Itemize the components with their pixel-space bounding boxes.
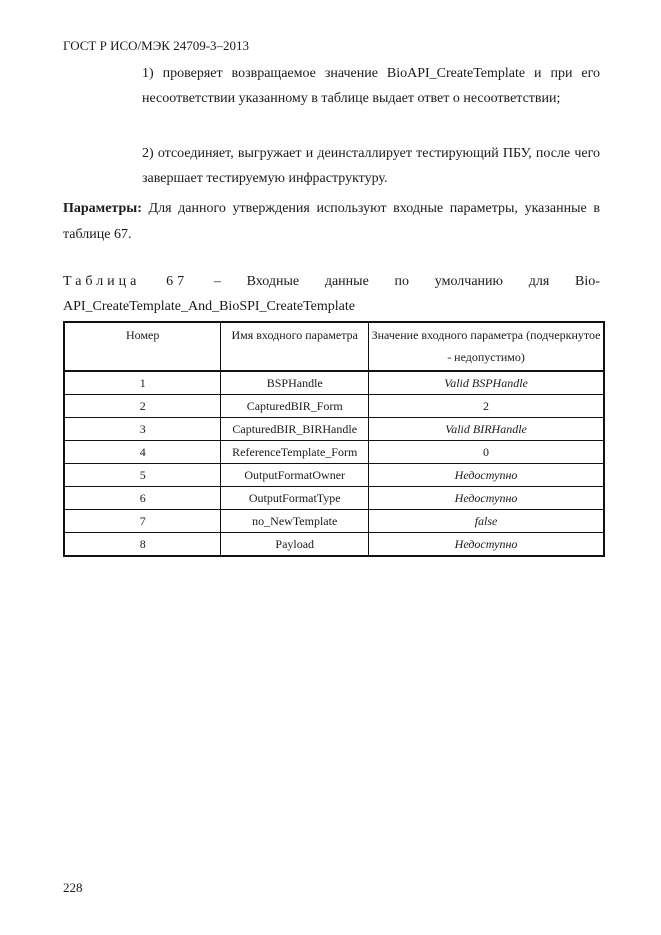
caption-word: данные xyxy=(324,274,369,289)
table-row xyxy=(64,510,604,533)
cell-number: 6 xyxy=(64,487,221,510)
caption-word: Входные xyxy=(246,274,300,289)
cell-number: 5 xyxy=(64,464,221,487)
header-number: Номер xyxy=(64,322,221,371)
table-row xyxy=(64,395,604,418)
caption-word: Bio- xyxy=(575,274,600,289)
table-row xyxy=(64,418,604,441)
cell-name: CapturedBIR_Form xyxy=(221,395,369,418)
cell-number: 7 xyxy=(64,510,221,533)
document-header: ГОСТ Р ИСО/МЭК 24709-3–2013 xyxy=(63,38,250,53)
parameters-text: Для данного утверждения используют входные параметры, указанные в таблице 67. xyxy=(63,201,601,242)
table-row xyxy=(64,487,604,510)
parameters-paragraph xyxy=(63,196,600,248)
table-row xyxy=(64,441,604,464)
cell-number: 1 xyxy=(64,371,221,395)
caption-word: по xyxy=(394,274,410,289)
cell-value: Valid BIRHandle xyxy=(369,418,604,441)
header-param-name: Имя входного параметра xyxy=(221,322,369,371)
cell-name: OutputFormatOwner xyxy=(221,464,369,487)
cell-value: Недоступно xyxy=(369,533,604,557)
caption-word-table: Таблица xyxy=(63,274,141,289)
caption-line-1 xyxy=(63,269,600,294)
cell-name: CapturedBIR_BIRHandle xyxy=(221,418,369,441)
list-item-2: 2) отсоединяет, выгружает и деинсталлирует тестирующий ПБУ, после чего завершает тестируемую инфраструктуру. xyxy=(142,146,600,186)
parameters-label: Параметры: xyxy=(63,201,142,216)
cell-number: 8 xyxy=(64,533,221,557)
table-row xyxy=(64,533,604,557)
caption-number: 67 xyxy=(166,274,189,289)
cell-name: BSPHandle xyxy=(221,371,369,395)
cell-value: Недоступно xyxy=(369,487,604,510)
cell-value: 2 xyxy=(369,395,604,418)
cell-number: 3 xyxy=(64,418,221,441)
caption-word: умолчанию xyxy=(434,274,503,289)
cell-name: OutputFormatType xyxy=(221,487,369,510)
cell-name: Payload xyxy=(221,533,369,557)
header-param-value: Значение входного параметра (подчеркнутое - недопустимо) xyxy=(369,322,604,371)
cell-number: 2 xyxy=(64,395,221,418)
cell-value: Valid BSPHandle xyxy=(369,371,604,395)
cell-value: false xyxy=(369,510,604,533)
list-item-1: 1) проверяет возвращаемое значение BioAPI_CreateTemplate и при его несоответствии указанному в таблице выдает ответ о несоответствии; xyxy=(142,66,600,106)
caption-line-2: API_CreateTemplate_And_BioSPI_CreateTemplate xyxy=(63,299,355,314)
parameters-table xyxy=(63,321,605,557)
caption-dash: – xyxy=(213,274,221,289)
table-caption xyxy=(63,269,600,319)
table-header-row xyxy=(64,322,604,371)
cell-number: 4 xyxy=(64,441,221,464)
page-number: 228 xyxy=(63,880,83,895)
cell-value: Недоступно xyxy=(369,464,604,487)
table-row xyxy=(64,464,604,487)
cell-name: ReferenceTemplate_Form xyxy=(221,441,369,464)
cell-name: no_NewTemplate xyxy=(221,510,369,533)
table-row xyxy=(64,371,604,395)
cell-value: 0 xyxy=(369,441,604,464)
caption-word: для xyxy=(528,274,550,289)
